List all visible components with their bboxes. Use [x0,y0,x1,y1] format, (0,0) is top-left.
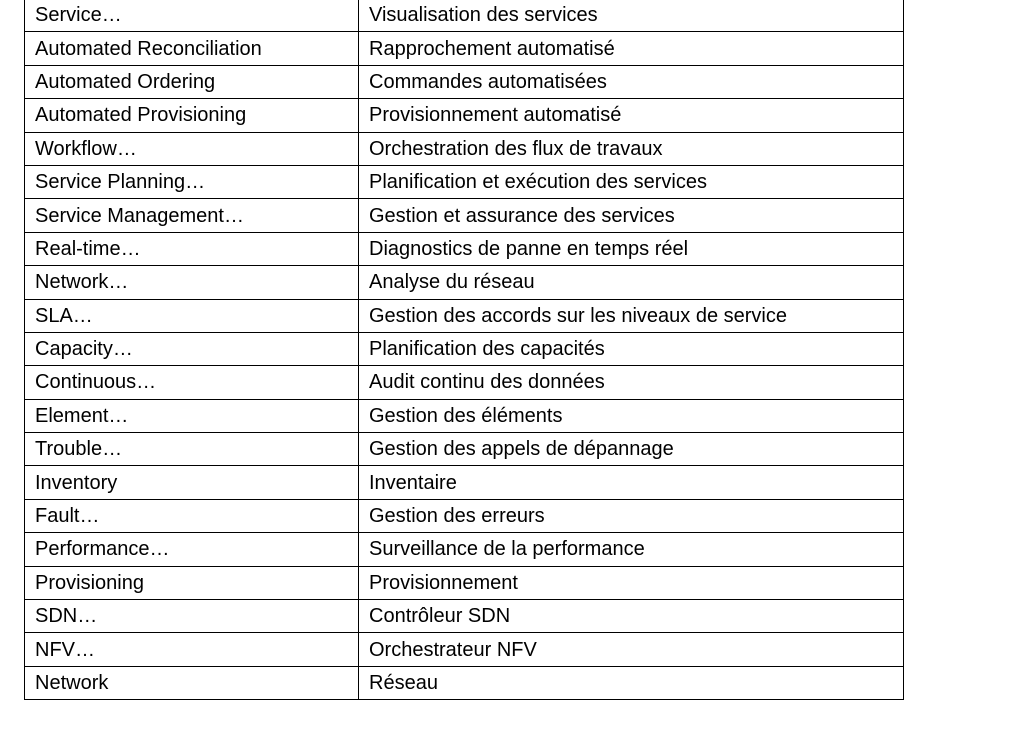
french-term-cell: Gestion des appels de dépannage [359,433,904,466]
table-row [25,332,904,365]
french-term-cell: Orchestration des flux de travaux [359,132,904,165]
french-term-cell: Provisionnement automatisé [359,99,904,132]
english-term-cell: Element… [25,399,359,432]
french-term-cell: Gestion des accords sur les niveaux de service [359,299,904,332]
table-row [25,0,904,32]
table-row [25,600,904,633]
table-row [25,499,904,532]
table-row [25,99,904,132]
table-row [25,399,904,432]
english-term-cell: Service Management… [25,199,359,232]
translation-table [24,0,904,700]
french-term-cell: Surveillance de la performance [359,533,904,566]
table-row [25,633,904,666]
table-row [25,533,904,566]
english-term-cell: Automated Provisioning [25,99,359,132]
english-term-cell: Performance… [25,533,359,566]
english-term-cell: Service Planning… [25,165,359,198]
table-row [25,566,904,599]
english-term-cell: Fault… [25,499,359,532]
french-term-cell: Gestion des erreurs [359,499,904,532]
table-row [25,466,904,499]
english-term-cell: Inventory [25,466,359,499]
french-term-cell: Rapprochement automatisé [359,32,904,65]
french-term-cell: Orchestrateur NFV [359,633,904,666]
english-term-cell: NFV… [25,633,359,666]
english-term-cell: Automated Reconciliation [25,32,359,65]
french-term-cell: Audit continu des données [359,366,904,399]
table-row [25,199,904,232]
table-row [25,366,904,399]
french-term-cell: Commandes automatisées [359,65,904,98]
english-term-cell: Provisioning [25,566,359,599]
french-term-cell: Visualisation des services [359,0,904,32]
english-term-cell: Capacity… [25,332,359,365]
translation-table-body [25,0,904,700]
french-term-cell: Gestion et assurance des services [359,199,904,232]
english-term-cell: Continuous… [25,366,359,399]
table-row [25,299,904,332]
french-term-cell: Contrôleur SDN [359,600,904,633]
french-term-cell: Planification et exécution des services [359,165,904,198]
table-row [25,232,904,265]
french-term-cell: Diagnostics de panne en temps réel [359,232,904,265]
table-row [25,266,904,299]
english-term-cell: SDN… [25,600,359,633]
table-row [25,433,904,466]
french-term-cell: Gestion des éléments [359,399,904,432]
french-term-cell: Planification des capacités [359,332,904,365]
english-term-cell: Network… [25,266,359,299]
french-term-cell: Provisionnement [359,566,904,599]
english-term-cell: Network [25,666,359,699]
english-term-cell: Workflow… [25,132,359,165]
french-term-cell: Inventaire [359,466,904,499]
table-row [25,666,904,699]
table-row [25,32,904,65]
english-term-cell: Automated Ordering [25,65,359,98]
french-term-cell: Analyse du réseau [359,266,904,299]
english-term-cell: Trouble… [25,433,359,466]
english-term-cell: Real-time… [25,232,359,265]
french-term-cell: Réseau [359,666,904,699]
table-row [25,165,904,198]
english-term-cell: Service… [25,0,359,32]
table-row [25,132,904,165]
english-term-cell: SLA… [25,299,359,332]
table-row [25,65,904,98]
